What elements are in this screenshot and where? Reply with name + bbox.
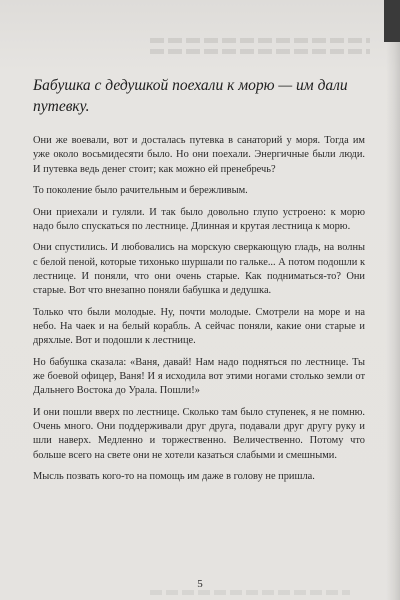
bleed-through-footer	[150, 590, 350, 595]
paragraph: То поколение было рачительным и бережливым.	[33, 185, 248, 197]
page-spine-shadow	[386, 0, 400, 600]
page-number: 5	[197, 578, 203, 590]
paragraph: Они же воевали, вот и досталась путевка в санаторий у моря. Тогда им уже около восьмидесяти было. Но они поехали. Энергичные были люди. И путевка ведь денег стоит; как можно ей пренебречь?	[33, 135, 365, 175]
bleed-through-text	[150, 38, 370, 64]
paragraph: Мысль позвать кого-то на помощь им даже в голову не пришла.	[33, 471, 315, 483]
paragraph: И они пошли вверх по лестнице. Сколько там было ступенек, я не помню. Очень много. Они поддерживали друг друга, подавали друг другу руку и шли наверх. Медленно и торжественно. Величественно. Потому что больше всего на свете они не хотели казаться слабыми и смешными.	[33, 406, 365, 461]
chapter-heading: Бабушка с дедушкой поехали к морю — им дали путевку.	[33, 77, 348, 115]
paragraph: Они спустились. И любовались на морскую сверкающую гладь, на волны с белой пеной, которые тихонько шуршали по гальке... А потом подошли к лестнице. И поняли, что они очень старые. Как подниматься-то? Они старые. Вот что внезапно поняли бабушка и дедушка.	[33, 242, 365, 297]
body-text	[33, 134, 365, 492]
paragraph: Только что были молодые. Ну, почти молодые. Смотрели на море и на небо. На чаек и на белый корабль. А сейчас поняли, какие они старые и дряхлые. Вот и подошли к лестнице.	[33, 306, 365, 347]
page-corner-shadow	[384, 0, 400, 42]
paragraph: Но бабушка сказала: «Ваня, давай! Нам надо подняться по лестнице. Ты же боевой офицер, Ваня! И я исходила вот этими ногами столько земли от Дальнего Востока до Урала. Пошли!»	[33, 356, 365, 397]
paragraph: Они приехали и гуляли. И так было довольно глупо устроено: к морю надо было спускаться по лестнице. Длинная и крутая лестница к морю.	[33, 206, 365, 232]
